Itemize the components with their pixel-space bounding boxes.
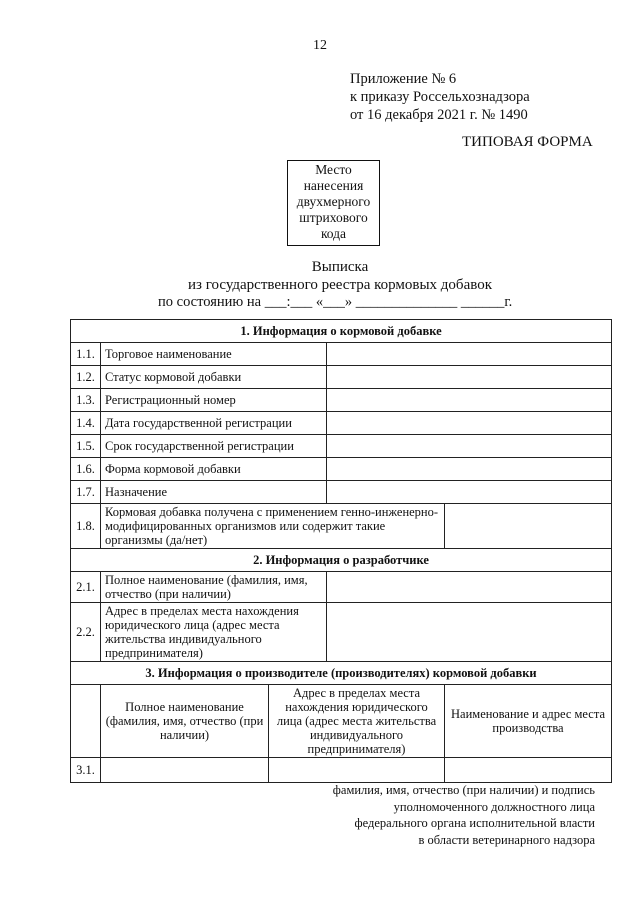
value-cell[interactable]	[327, 366, 612, 389]
row-label: Регистрационный номер	[101, 389, 327, 412]
signature-line: фамилия, имя, отчество (при наличии) и подпись	[332, 783, 595, 797]
barcode-placeholder-box	[287, 160, 380, 246]
barcode-box-line: нанесения	[303, 178, 364, 193]
column-header: Наименование и адрес места производства	[445, 685, 612, 758]
value-cell[interactable]	[327, 458, 612, 481]
row-number: 2.1.	[71, 572, 101, 603]
table-row	[71, 758, 612, 783]
table-row	[71, 435, 612, 458]
value-cell[interactable]	[445, 504, 612, 549]
row-label: Срок государственной регистрации	[101, 435, 327, 458]
table-row	[71, 481, 612, 504]
value-cell[interactable]	[445, 758, 612, 783]
page-number: 12	[313, 38, 327, 53]
row-label: Полное наименование (фамилия, имя, отчество (при наличии)	[101, 572, 327, 603]
registry-extract-table	[70, 319, 612, 783]
row-number: 1.1.	[71, 343, 101, 366]
column-header: Полное наименование (фамилия, имя, отчество (при наличии)	[101, 685, 269, 758]
value-cell[interactable]	[327, 572, 612, 603]
row-number: 1.3.	[71, 389, 101, 412]
row-number: 3.1.	[71, 758, 101, 783]
section-heading: 1. Информация о кормовой добавке	[71, 320, 612, 343]
table-row	[71, 458, 612, 481]
row-label: Форма кормовой добавки	[101, 458, 327, 481]
value-cell[interactable]	[269, 758, 445, 783]
row-label: Адрес в пределах места нахождения юридического лица (адрес места жительства индивидуального предпринимателя)	[101, 603, 327, 662]
signature-line: уполномоченного должностного лица	[393, 799, 595, 814]
table-row	[71, 504, 612, 549]
barcode-box-line: кода	[320, 226, 347, 241]
appendix-reference	[350, 70, 530, 124]
signature-block	[333, 782, 595, 848]
appendix-line: Приложение № 6	[350, 71, 457, 87]
barcode-box-line: двухмерного	[296, 194, 371, 209]
barcode-box-line: Место	[315, 162, 352, 177]
row-number: 1.2.	[71, 366, 101, 389]
row-label: Статус кормовой добавки	[101, 366, 327, 389]
value-cell[interactable]	[327, 481, 612, 504]
appendix-line: от 16 декабря 2021 г. № 1490	[350, 107, 528, 123]
row-label: Торговое наименование	[101, 343, 327, 366]
table-row	[71, 389, 612, 412]
row-label: Дата государственной регистрации	[101, 412, 327, 435]
value-cell[interactable]	[327, 389, 612, 412]
signature-line: в области ветеринарного надзора	[418, 832, 595, 847]
section-heading: 3. Информация о производителе (производителях) кормовой добавки	[71, 662, 612, 685]
value-cell[interactable]	[327, 343, 612, 366]
document-subtitle: из государственного реестра кормовых добавок	[188, 277, 492, 293]
table-row	[71, 366, 612, 389]
row-label: Назначение	[101, 481, 327, 504]
table-row	[71, 343, 612, 366]
value-cell[interactable]	[327, 412, 612, 435]
value-cell[interactable]	[101, 758, 269, 783]
table-header-row	[71, 685, 612, 758]
form-type-label: ТИПОВАЯ ФОРМА	[462, 134, 593, 150]
appendix-line: к приказу Россельхознадзора	[350, 89, 530, 105]
table-row	[71, 412, 612, 435]
table-row	[71, 572, 612, 603]
value-cell[interactable]	[327, 435, 612, 458]
value-cell[interactable]	[327, 603, 612, 662]
as-of-date-line: по состоянию на ___:___ «___» ______________ ______г.	[158, 294, 513, 310]
row-number: 1.6.	[71, 458, 101, 481]
row-number: 1.8.	[71, 504, 101, 549]
document-title: Выписка	[311, 259, 369, 275]
column-header: Адрес в пределах места нахождения юридического лица (адрес места жительства индивидуального предпринимателя)	[269, 685, 445, 758]
row-label: Кормовая добавка получена с применением генно-инженерно-модифицированных организмов или содержит такие организмы (да/нет)	[101, 504, 445, 549]
table-row	[71, 603, 612, 662]
row-number: 1.4.	[71, 412, 101, 435]
barcode-box-line: штрихового	[299, 210, 368, 225]
row-number: 2.2.	[71, 603, 101, 662]
row-number: 1.5.	[71, 435, 101, 458]
section-heading: 2. Информация о разработчике	[71, 549, 612, 572]
row-number: 1.7.	[71, 481, 101, 504]
blank-header-cell	[71, 685, 101, 758]
signature-line: федерального органа исполнительной власти	[354, 816, 595, 830]
